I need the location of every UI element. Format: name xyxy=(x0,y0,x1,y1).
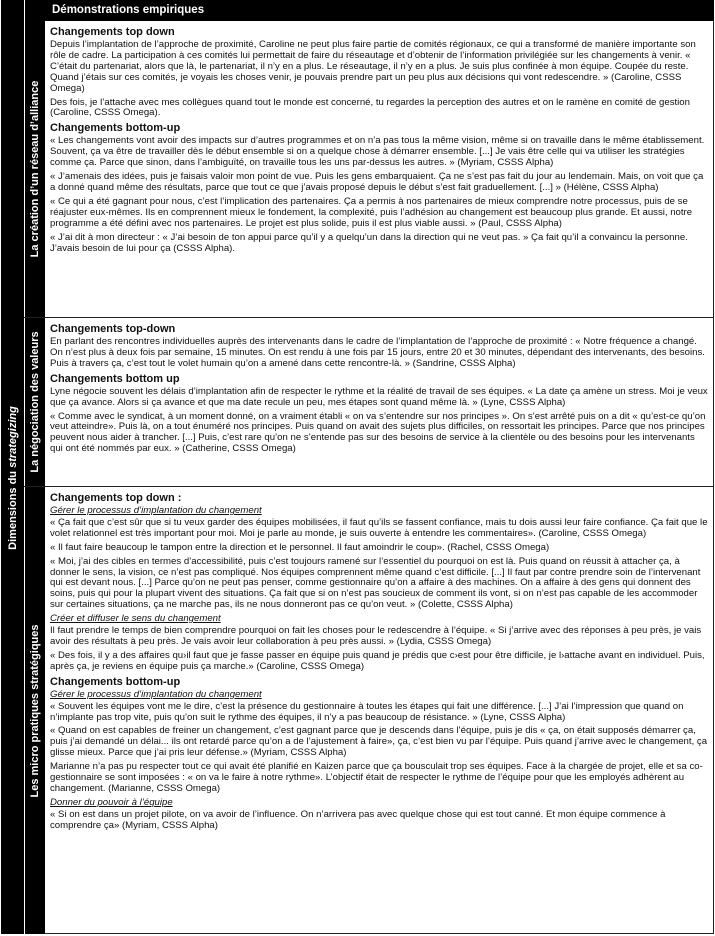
header-corner-2 xyxy=(25,0,46,21)
paragraph: Depuis l’implantation de l’approche de proximité, Caroline ne peut plus faire partie de comités régionaux, ce qui a transformé de manière importante son rôle de cadre. La participation à ces comités lui permettait de faire du réseautage et d’obtenir de l’information privilégiée sur les changements à venir. « C’était du partenariat, alors que là, le partenariat, il n’y en a plus. Le réseautage, il n’y en a plus. Je suis plus confinée à mon équipe. Coupée du reste. Quand j’étais sur ces comités, je voyais les choses venir, je pouvais prendre part un peu plus aux décisions qui vont redescendre. » (Caroline, CSSS Omega) xyxy=(50,39,696,94)
subsection-heading: Changements bottom-up xyxy=(50,122,181,135)
header-title: Démonstrations empiriques xyxy=(46,0,714,21)
section-label: La négociation des valeurs xyxy=(28,331,41,473)
paragraph: En parlant des rencontres individuelles auprès des intervenants dans le cadre de l’implantation de l’approche de proximité : « Notre fréquence a changé. On n’est plus à deux fois par semaine, 15 minutes. On est rendu à une fois par 15 jours, entre 20 et 30 minutes, dépendant des intervenants, des besoins. Puis à travers ça, c’est tout le volet humain qu’on a amené dans cette rencontre-là. » (Sandrine, CSSS Alpha) xyxy=(50,336,705,369)
subsection-subheading: Donner du pouvoir à l’équipe xyxy=(50,796,173,808)
section-label: Les micro pratiques stratégiques xyxy=(28,624,41,797)
paragraph: « J’amenais des idées, puis je faisais valoir mon point de vue. Puis les gens embarquaient. Ça ne s’est pas fait du jour au lendemain. Mais, on voit que ça a donné quand même des résultats, parce que tout ce que j’avais proposé depuis le début s’est fait graduellement. [...] » (Hélène, CSSS Alpha) xyxy=(50,171,704,193)
section-label-column xyxy=(24,487,45,934)
section-label-column xyxy=(24,318,45,486)
subsection-heading: Changements top-down xyxy=(50,323,176,335)
table-header xyxy=(1,0,714,21)
paragraph: « Comme avec le syndicat, à un moment donné, on a vraiment établi « on va s’entendre sur nos principes ». On s’est arrêté puis on a dit « qu’est-ce qu’on veut atteindre». Puis là, on a tout énuméré nos principes. Puis quand on avait des sujets plus difficiles, on ressortait les principes. Parce que nos principes peuvent nous aider à trancher. [...] Puis, c’est rare qu’on ne s’entende pas sur des besoins de service à la clientèle ou des besoins pour les intervenants qui ont été nommés par eux. » (Catherine, CSSS Omega) xyxy=(50,410,706,455)
paragraph: « Les changements vont avoir des impacts sur d’autres programmes et on n’a pas tous la même vision, même si on travaille dans le même établissement. Souvent, ça va être de travailler dès le début ensemble si on a quelque chose à démarrer ensemble. [...] Je vais être celle qui va utiliser les stratégies comme ça. Parce que sinon, dans l’ambiguïté, on travaille tous les uns par-dessus les autres. » (Myriam, CSSS Alpha) xyxy=(50,135,705,169)
paragraph: Il faut prendre le temps de bien comprendre pourquoi on fait les choses pour le redescendre à l’équipe. « Si j’arrive avec des réponses à peu près, je vais avoir des résultats à peu près. Je vais avoir leur collaboration à peu près aussi. » (Lydia, CSSS Omega) xyxy=(50,625,702,647)
subsection-heading: Changements bottom up xyxy=(50,372,180,385)
subsection-heading: Changements bottom-up xyxy=(50,675,181,688)
paragraph: « Souvent les équipes vont me le dire, c’est la présence du gestionnaire à toutes les étapes qui fait une différence. [...] J’ai l’impression que quand on n’implante pas trop vite, puis qu’on suit le rythme des équipes, il n’y a pas beaucoup de résistance. » (Lyne, CSSS Alpha) xyxy=(50,700,684,723)
outer-dimension-column xyxy=(1,21,24,934)
paragraph: Marianne n’a pas pu respecter tout ce qui avait été planifié en Kaizen parce que ça bousculait trop ses équipes. Face à la chargée de projet, elle et sa co-gestionnaire se sont imposées : « on va le faire à notre rythme». L’objectif était de respecter le rythme de l’équipe pour que les employés adhèrent au changement. (Marianne, CSSS Omega) xyxy=(50,761,703,794)
section-body xyxy=(45,318,714,486)
paragraph: « Quand on est capables de freiner un changement, c’est gagnant parce que je descends dans l’équipe, puis je dis « ça, on était supposés démarrer ça, puis j’ai demandé un délai... ils ont retardé parce qu’on a de l’ajustement à faire», ça, c’est bien vu par l’équipe. Puis quand j’arrive avec le changement, ça glisse mieux. Parce que j’ai pris leur défense.» (Myriam, CSSS Alpha) xyxy=(50,725,708,759)
header-corner xyxy=(1,0,25,21)
subsection-heading: Changements top down xyxy=(50,26,175,38)
paragraph: « Ce qui a été gagnant pour nous, c’est l’implication des partenaires. Ça a permis à nos partenaires de mieux comprendre notre processus, puis de se réajuster eux-mêmes. Ils en comprennent mieux le fondement, la complexité, puis l’adhésion au changement est beaucoup plus grande. Et aussi, notre programme a été défini avec nos partenaires. Le projet est plus solide, puis il est plus viable aussi. » (Paul, CSSS Alpha) xyxy=(50,195,693,229)
paragraph: Lyne négocie souvent les délais d’implantation afin de respecter le rythme et la réalité de travail de ses équipes. « La date ça amène un stress. Moi je veux que ça avance. Alors si ça avance et que ma date recule un peu, mes étapes sont quand même là. » (Lyne, CSSS Alpha) xyxy=(50,385,708,408)
subsection-heading: Changements top down : xyxy=(50,492,182,504)
paragraph: « Si on est dans un projet pilote, on va avoir de l’influence. On n’arrivera pas avec quelque chose qui est tout canné. Et mon équipe commence à comprendre ça» (Myriam, CSSS Alpha) xyxy=(50,808,666,831)
section-label-column xyxy=(24,21,45,317)
paragraph: « J’ai dit à mon directeur : « J’ai besoin de ton appui parce qu’il y a quelqu’un dans la direction qui ne veut pas. » Ça fait qu’il a convaincu la personne. J’avais besoin de lui pour ça (CSSS Alpha). xyxy=(50,231,688,254)
subsection-subheading: Créer et diffuser le sens du changement xyxy=(50,613,221,625)
column-divider xyxy=(24,21,25,934)
subsection-subheading: Gérer le processus d’implantation du changement xyxy=(50,505,262,516)
subsection-subheading: Gérer le processus d’implantation du changement xyxy=(50,688,262,700)
paragraph: « Il faut faire beaucoup le tampon entre la direction et le personnel. Il faut amoindrir le coup». (Rachel, CSSS Omega) xyxy=(50,541,550,553)
paragraph: Des fois, je l’attache avec mes collègues quand tout le monde est concerné, tu regardes la perception des autres et on le ramène en comité de gestion (Caroline, CSSS Omega). xyxy=(50,96,690,119)
section-label: La création d’un réseau d’alliance xyxy=(28,80,41,258)
paragraph: « Moi, j’ai des cibles en termes d’accessibilité, puis c’est toujours ramené sur l’essentiel du pourquoi on est là. Puis quand on réussit à attacher ça, à donner le sens, la vision, ce n’est pas compliqué. Nos équipes comprennent même quand c’est difficile. [...] Il faut par contre prendre soin de l’intervenant qui est devant nous. [...] Parce qu’on ne peut pas penser, comme gestionnaire qu’on a affaire à des machines. On a affaire à des gens qui donnent des soins, puis qui pour la plupart vivent des situations. Ça fait que si on n’est pas soucieux de comment ils vont, si on n’est pas capable de les accommoder sur certaines situations, ça ne marche pas, ils ne nous donneront pas ce qu’on veut. » (Colette, CSSS Alpha) xyxy=(50,555,701,611)
paragraph: « Des fois, il y a des affaires qu›il faut que je fasse passer en équipe puis quand je prédis que c›est pour être difficile, je l›attache avant en individuel. Puis, après ça, je reviens en équipe puis ça marche.» (Caroline, CSSS Omega) xyxy=(50,649,705,672)
section-body xyxy=(45,487,714,934)
section-body xyxy=(45,21,714,317)
paragraph: « Ça fait que c’est sûr que si tu veux garder des équipes mobilisées, il faut qu’ils se fassent confiance, mais tu dois aussi leur faire confiance. Ça fait que le volet relationnel est très important pour moi. Moi je parle au monde, je suis ouverte à entendre les commentaires». (Caroline, CSSS Omega) xyxy=(50,516,708,539)
outer-dimension-label: Dimensions du strategizing xyxy=(6,405,19,550)
